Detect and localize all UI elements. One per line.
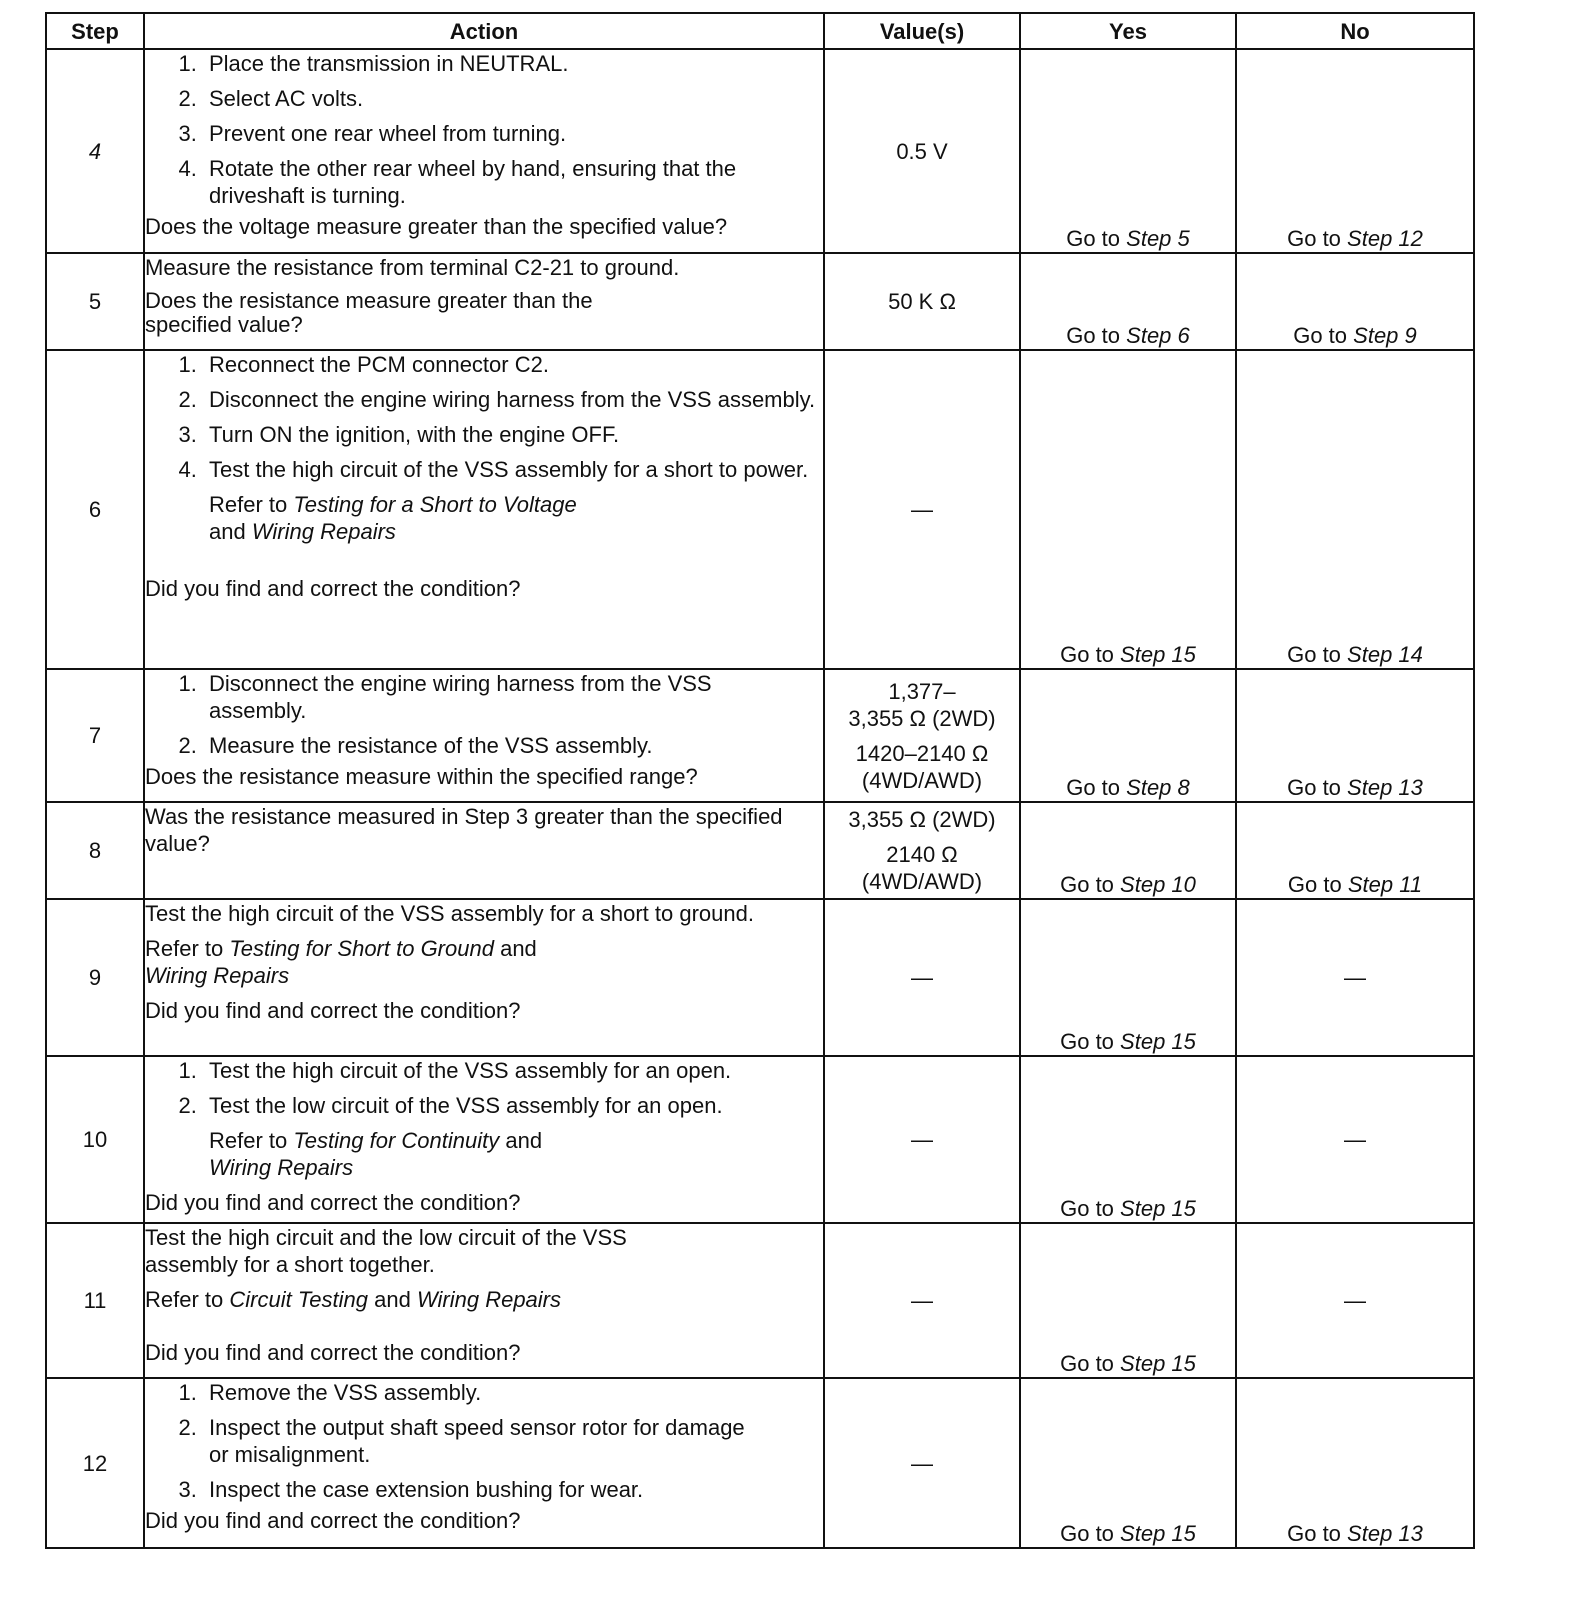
header-step: Step [46, 13, 144, 49]
list-item: 1. Remove the VSS assembly. [203, 1379, 823, 1406]
action-list [145, 1057, 823, 1119]
question-text: Does the resistance measure greater than the specified value? [145, 288, 593, 337]
refer-link[interactable]: Testing for Continuity [293, 1128, 500, 1153]
step-number: 4 [46, 49, 144, 253]
yes-cell: Go to Step 10 [1020, 802, 1236, 899]
action-list [145, 50, 823, 209]
action-cell [144, 899, 824, 1056]
value-cell: 3,355 Ω (2WD) 2140 Ω (4WD/AWD) [824, 802, 1020, 899]
question-text: Did you find and correct the condition? [145, 1508, 521, 1533]
step-number: 9 [46, 899, 144, 1056]
list-item: 4. Test the high circuit of the VSS assembly for a short to power. [203, 456, 823, 483]
header-yes: Yes [1020, 13, 1236, 49]
action-cell [144, 1056, 824, 1223]
table-row [46, 1056, 1474, 1223]
yes-cell: Go to Step 6 [1020, 253, 1236, 350]
refer-note: Refer to Testing for Short to Ground and Wiring Repairs [145, 936, 537, 988]
header-values: Value(s) [824, 13, 1020, 49]
list-item: 1. Place the transmission in NEUTRAL. [203, 50, 823, 77]
step-number: 6 [46, 350, 144, 669]
no-cell: Go to Step 11 [1236, 802, 1474, 899]
value-cell: — [824, 1378, 1020, 1548]
intro-text: Test the high circuit and the low circuit of the VSS assembly for a short together. [145, 1225, 627, 1277]
refer-note: Refer to Testing for a Short to Voltage and Wiring Repairs [209, 492, 577, 544]
action-cell [144, 49, 824, 253]
value-cell: — [824, 350, 1020, 669]
list-item: 2. Test the low circuit of the VSS assembly for an open. [203, 1092, 823, 1119]
yes-cell: Go to Step 15 [1020, 1056, 1236, 1223]
action-list [145, 351, 823, 483]
yes-cell: Go to Step 15 [1020, 350, 1236, 669]
yes-cell: Go to Step 5 [1020, 49, 1236, 253]
value-cell: — [824, 1056, 1020, 1223]
list-item: 2. Measure the resistance of the VSS assembly. [203, 732, 823, 759]
no-cell: Go to Step 14 [1236, 350, 1474, 669]
no-cell: — [1236, 899, 1474, 1056]
refer-link[interactable]: Wiring Repairs [145, 963, 290, 988]
step-number: 8 [46, 802, 144, 899]
action-cell [144, 253, 824, 350]
table-row [46, 669, 1474, 802]
question-text: Did you find and correct the condition? [145, 998, 521, 1023]
step-number: 7 [46, 669, 144, 802]
step-number: 5 [46, 253, 144, 350]
table-row [46, 350, 1474, 669]
table-row [46, 1223, 1474, 1378]
value-cell: 50 K Ω [824, 253, 1020, 350]
list-item: 2. Inspect the output shaft speed sensor rotor for damage or misalignment. [203, 1414, 749, 1468]
intro-text: Measure the resistance from terminal C2-21 to ground. [145, 255, 680, 280]
value-cell: — [824, 1223, 1020, 1378]
action-cell [144, 1223, 824, 1378]
no-cell: — [1236, 1223, 1474, 1378]
question-text: Does the voltage measure greater than the specified value? [145, 214, 728, 239]
action-cell [144, 350, 824, 669]
list-item: 1. Disconnect the engine wiring harness from the VSS assembly. [203, 670, 769, 724]
yes-cell: Go to Step 15 [1020, 899, 1236, 1056]
action-cell [144, 802, 824, 899]
no-cell: Go to Step 13 [1236, 669, 1474, 802]
list-item: 3. Prevent one rear wheel from turning. [203, 120, 823, 147]
question-text: Did you find and correct the condition? [145, 1190, 521, 1215]
no-cell: — [1236, 1056, 1474, 1223]
yes-cell: Go to Step 8 [1020, 669, 1236, 802]
question-text: Did you find and correct the condition? [145, 576, 521, 601]
list-item: 3. Inspect the case extension bushing for wear. [203, 1476, 823, 1503]
intro-text: Test the high circuit of the VSS assembly for a short to ground. [145, 901, 754, 926]
step-number: 12 [46, 1378, 144, 1548]
table-row [46, 899, 1474, 1056]
refer-note: Refer to Circuit Testing and Wiring Repairs [145, 1287, 562, 1312]
refer-link[interactable]: Wiring Repairs [416, 1287, 562, 1312]
refer-link[interactable]: Testing for a Short to Voltage [293, 492, 577, 517]
table-row [46, 802, 1474, 899]
refer-note: Refer to Testing for Continuity and Wiring Repairs [209, 1128, 543, 1180]
yes-cell: Go to Step 15 [1020, 1378, 1236, 1548]
action-list [145, 670, 823, 759]
header-no: No [1236, 13, 1474, 49]
question-text: Did you find and correct the condition? [145, 1340, 521, 1365]
yes-cell: Go to Step 15 [1020, 1223, 1236, 1378]
action-cell [144, 669, 824, 802]
action-cell [144, 1378, 824, 1548]
table-row [46, 49, 1474, 253]
list-item: 1. Test the high circuit of the VSS assembly for an open. [203, 1057, 823, 1084]
refer-link[interactable]: Testing for Short to Ground [229, 936, 494, 961]
list-item: 4. Rotate the other rear wheel by hand, ensuring that the driveshaft is turning. [203, 155, 823, 209]
list-item: 2. Select AC volts. [203, 85, 823, 112]
table-row [46, 1378, 1474, 1548]
no-cell: Go to Step 13 [1236, 1378, 1474, 1548]
diagnostic-table [45, 12, 1475, 1549]
list-item: 3. Turn ON the ignition, with the engine OFF. [203, 421, 823, 448]
value-cell: 0.5 V [824, 49, 1020, 253]
no-cell: Go to Step 9 [1236, 253, 1474, 350]
list-item: 1. Reconnect the PCM connector C2. [203, 351, 823, 378]
value-cell: — [824, 899, 1020, 1056]
question-text: Does the resistance measure within the specified range? [145, 764, 698, 789]
question-text: Was the resistance measured in Step 3 greater than the specified value? [145, 804, 783, 856]
refer-link[interactable]: Wiring Repairs [251, 519, 396, 544]
step-number: 10 [46, 1056, 144, 1223]
refer-link[interactable]: Circuit Testing [229, 1287, 368, 1312]
no-cell: Go to Step 12 [1236, 49, 1474, 253]
refer-link[interactable]: Wiring Repairs [209, 1155, 354, 1180]
header-action: Action [144, 13, 824, 49]
header-row [46, 13, 1474, 49]
step-number: 11 [46, 1223, 144, 1378]
table-row [46, 253, 1474, 350]
value-cell: 1,377– 3,355 Ω (2WD) 1420–2140 Ω (4WD/AWD) [824, 669, 1020, 802]
list-item: 2. Disconnect the engine wiring harness from the VSS assembly. [203, 386, 823, 413]
action-list [145, 1379, 823, 1503]
